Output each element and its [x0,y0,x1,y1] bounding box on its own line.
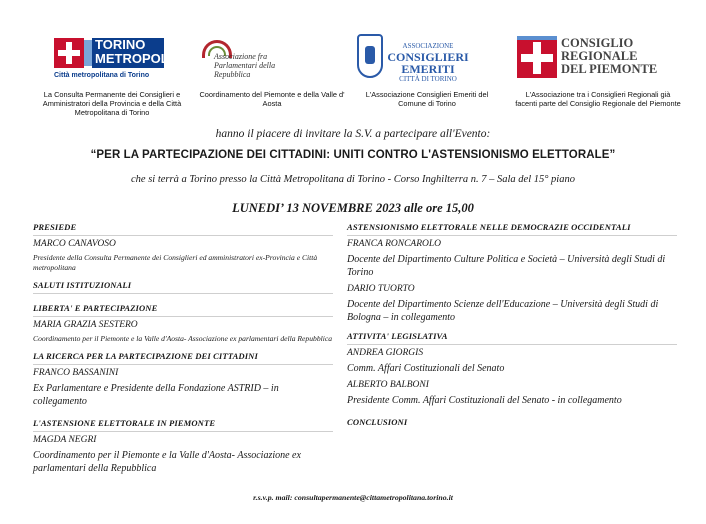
program-right-column [347,222,677,432]
section-conclusioni [347,417,677,430]
speaker-role: Presidente della Consulta Permanente dei Consiglieri ed amministratori ex-Provincia e Città metropolitana [33,253,318,272]
section-saluti [33,280,333,294]
section-astensione [33,418,333,475]
torino-metropoli-name: TORINO METROPOLI [92,38,164,68]
section-heading: LIBERTA' E PARTECIPAZIONE [33,303,333,317]
red-cross-flag-icon [517,38,557,78]
speaker-role: Coordinamento per il Piemonte e la Valle d'Aosta- Associazione ex parlamentari della Repubblica [33,334,332,343]
speaker-name: ALBERTO BALBONI [347,380,429,390]
speaker-role: Docente del Dipartimento Scienze dell'Educazione – Università degli Studi di Bologna – in collegamento [347,299,659,323]
consiglieri-emeriti-logo [357,34,467,86]
torino-metropoli-sub: Città metropolitana di Torino [54,72,150,79]
speaker-name: ANDREA GIORGIS [347,348,424,358]
section-heading: ATTIVITA' LEGISLATIVA [347,331,677,345]
section-legislativa [347,331,677,407]
speaker-name: MAGDA NEGRI [33,435,97,445]
speaker-role: Comm. Affari Costituzionali del Senato [347,363,505,374]
caption-coordinamento: Coordinamento del Piemonte e della Valle d' Aosta [199,90,345,108]
section-astensionismo [347,222,677,324]
emeriti-top: ASSOCIAZIONE [402,42,454,50]
event-date: LUNEDI’ 13 NOVEMBRE 2023 alle ore 15,00 [232,201,474,215]
consiglio-regionale-logo [517,34,659,86]
speaker-name: FRANCO BASSANINI [33,368,119,378]
section-heading: LA RICERCA PER LA PARTECIPAZIONE DEI CITTADINI [33,351,333,365]
crest-icon [84,40,92,66]
caption-emeriti: L'Associazione Consiglieri Emeriti del Comune di Torino [365,90,489,108]
section-heading: PRESIEDE [33,222,333,236]
associazione-parlamentari-text: Associazione fra Parlamentari della Repubblica [214,52,276,79]
invite-line: hanno il piacere di invitare la S.V. a partecipare all'Evento: [215,128,491,140]
event-title: “PER LA PARTECIPAZIONE DEI CITTADINI: UNITI CONTRO L'ASTENSIONISMO ELETTORALE” [90,149,616,161]
speaker-name: MARCO CANAVOSO [33,239,116,249]
red-cross-flag-icon [54,38,84,68]
section-ricerca [33,351,333,408]
caption-regionali: L'Associazione tra i Consiglieri Regionali già facenti parte del Consiglio Regionale del Piemonte [515,90,681,108]
bull-shield-icon [357,34,383,78]
speaker-name: DARIO TUORTO [347,284,415,294]
speaker-role: Presidente Comm. Affari Costituzionali del Senato - in collegamento [347,395,622,406]
section-heading: SALUTI ISTITUZIONALI [33,280,333,294]
consiglio-regionale-text: CONSIGLIO REGIONALE DEL PIEMONTE [561,36,658,76]
section-heading: ASTENSIONISMO ELETTORALE NELLE DEMOCRAZIE OCCIDENTALI [347,222,677,236]
speaker-name: FRANCA RONCAROLO [347,239,442,249]
rsvp-email[interactable]: r.s.v.p. mail: consultapermanente@cittametropolitana.torino.it [253,493,453,502]
section-heading: CONCLUSIONI [347,417,408,427]
section-liberta [33,303,333,344]
caption-consulta: La Consulta Permanente dei Consiglieri e Amministratori della Provincia e della Città Metropolitana di Torino [42,90,182,117]
program-left-column [33,222,333,475]
section-presiede [33,222,333,273]
speaker-role: Ex Parlamentare e Presidente della Fondazione ASTRID – in collegamento [33,383,279,407]
section-heading: L'ASTENSIONE ELETTORALE IN PIEMONTE [33,418,333,432]
speaker-role: Coordinamento per il Piemonte e la Valle d'Aosta- Associazione ex parlamentari della Repubblica [33,450,301,474]
associazione-parlamentari-logo [200,34,286,86]
speaker-role: Docente del Dipartimento Culture Politica e Società – Università degli Studi di Torino [347,254,666,278]
emeriti-big: CONSIGLIERI EMERITI [387,50,469,76]
torino-metropoli-logo [54,34,173,86]
speaker-name: MARIA GRAZIA SESTERO [33,320,138,330]
venue-line: che si terrà a Torino presso la Città Metropolitana di Torino - Corso Inghilterra n. 7 – Sala del 15° piano [131,174,575,185]
emeriti-bottom: CITTÀ DI TORINO [399,75,457,83]
